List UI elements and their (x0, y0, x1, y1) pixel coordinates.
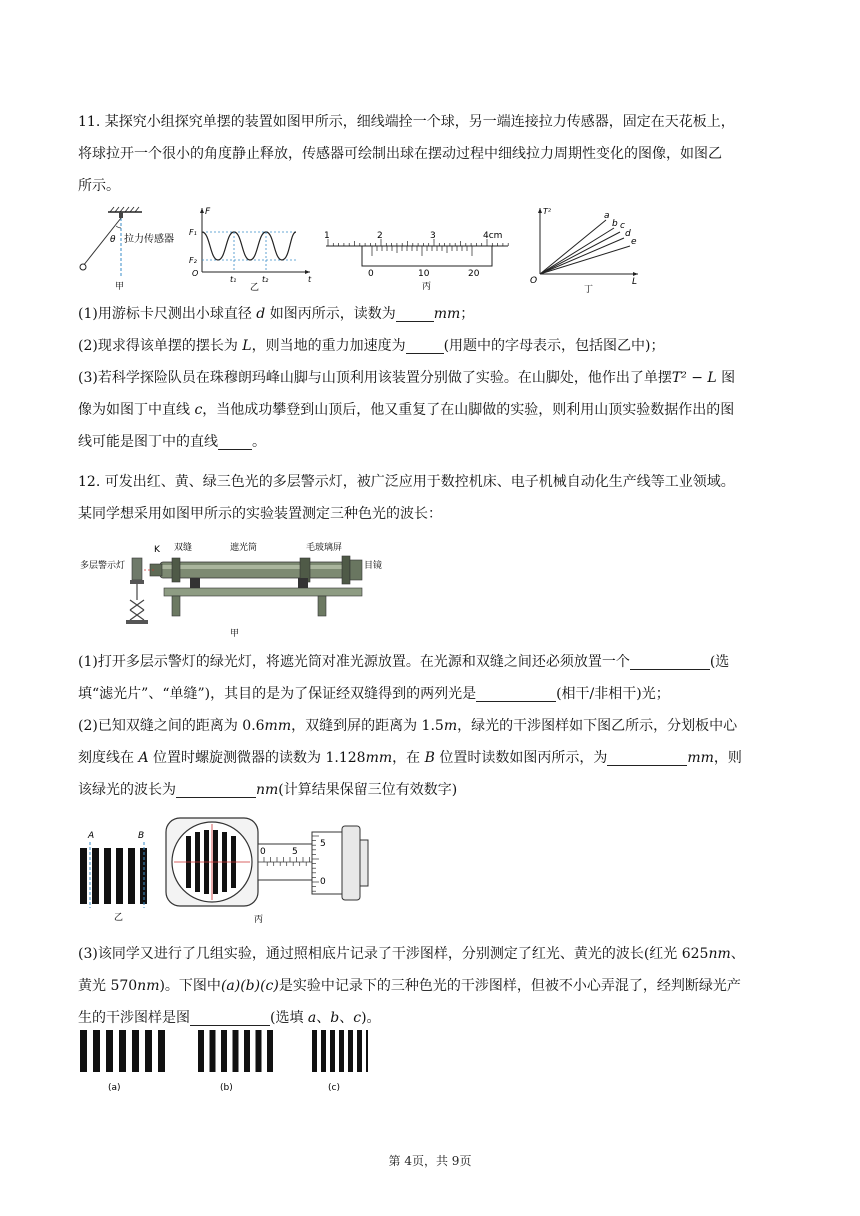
q12-part-1: (1)打开多层示警灯的绿光灯，将遮光筒对准光源放置。在光源和双缝之间还必须放置一个 (选 (78, 646, 790, 678)
answer-blank-gravity[interactable] (406, 335, 444, 354)
main-scale-4cm: 4cm (483, 231, 503, 241)
vernier-20: 20 (468, 269, 480, 279)
figure-jia-caption: 甲 (115, 282, 125, 292)
answer-blank-line[interactable] (218, 431, 252, 450)
pattern-a-label: (a) (108, 1083, 121, 1093)
axis-F-label: F (205, 207, 211, 217)
position-A-label: A (88, 831, 95, 841)
label-light-shield: 遮光筒 (230, 543, 258, 553)
q12-line-1: 可发出红、黄、绿三色光的多层警示灯，被广泛应用于数控机床、电子机械自动化生产线等工业领域。 (104, 474, 735, 490)
angle-label: θ (110, 235, 116, 245)
axis-T2-label: T² (543, 207, 552, 216)
figure-yi-force-graph (188, 204, 318, 292)
q11-part-3-line-2: 像为如图丁中直线 c，当他成功攀登到山顶后，他又重复了在山脚做的实验，则利用山顶实验数据作出的图 (78, 402, 735, 418)
q12-part-1-line-2: 填“滤光片”、“单缝”)，其目的是为了保证经双缝得到的两列光是 (相干/非相干)光； (78, 678, 790, 710)
figure-bing-vernier (322, 226, 518, 292)
page-footer: 第 4页，共 9页 (388, 1154, 472, 1168)
origin-label: O (192, 269, 199, 278)
q11-intro (78, 106, 790, 202)
figure-ding-T2-L-graph (526, 202, 646, 294)
position-B-label: B (138, 831, 145, 841)
figure-jia-pendulum (78, 206, 188, 292)
q11-subquestions (78, 298, 790, 458)
answer-blank-diameter[interactable] (396, 303, 434, 322)
main-scale-1: 1 (324, 231, 330, 241)
answer-blank-wavelength[interactable] (176, 779, 256, 798)
figure-ding-caption: 丁 (584, 285, 594, 294)
answer-blank-pattern[interactable] (190, 1007, 270, 1026)
q12-part-3-line-1: (3)该同学又进行了几组实验，通过照相底片记录了干涉图样，分别测定了红光、黄光的波长(红光 625nm、 (78, 946, 745, 962)
F1-label: F₁ (189, 228, 197, 237)
t2-label: t₂ (262, 275, 269, 284)
line-b-label: b (612, 219, 618, 229)
thimble-5: 5 (320, 839, 326, 849)
line-a-label: a (604, 211, 610, 221)
q12-part-2: (2)已知双缝之间的距离为 0.6mm，双缝到屏的距离为 1.5m，绿光的干涉图样如下图乙所示，分划板中心 (78, 718, 738, 734)
q11-part-3: (3)若科学探险队员在珠穆朗玛峰山脚与山顶利用该装置分别做了实验。在山脚处，他作出了单摆T² − L 图 (78, 370, 736, 386)
q12-part-3-line-3: 生的干涉图样是图 (选填 a、b、c)。 (78, 1002, 790, 1034)
pattern-c-label: (c) (328, 1083, 340, 1093)
q11-part-3-line-3: 线可能是图丁中的直线 。 (78, 426, 790, 458)
t1-label: t₁ (230, 275, 237, 284)
q12-number: 12. (78, 474, 101, 490)
line-c-label: c (620, 221, 625, 231)
sensor-label: 拉力传感器 (124, 234, 174, 245)
sleeve-0: 0 (260, 847, 266, 857)
q11-line-1: 某探究小组探究单摆的装置如图甲所示，细线端拴一个球，另一端连接拉力传感器，固定在天花板上， (104, 114, 735, 130)
figure-yi-caption: 乙 (250, 283, 260, 292)
q12-part-2-line-3: 该绿光的波长为 nm(计算结果保留三位有效数字) (78, 774, 790, 806)
sleeve-5: 5 (292, 847, 298, 857)
figure-yi-caption: 乙 (114, 913, 124, 923)
figure-jia-double-slit-apparatus (80, 540, 390, 640)
q11-line-3: 所示。 (78, 178, 120, 194)
label-K: K (154, 545, 160, 555)
vernier-10: 10 (418, 269, 430, 279)
answer-blank-micrometer[interactable] (607, 747, 687, 766)
q12-line-2: 某同学想采用如图甲所示的实验装置测定三种色光的波长： (78, 506, 442, 522)
q11-line-2: 将球拉开一个很小的角度静止释放，传感器可绘制出球在摆动过程中细线拉力周期性变化的图像，如图乙 (78, 146, 722, 162)
origin-label: O (530, 276, 538, 286)
figure-interference-patterns (78, 1030, 368, 1094)
q12-part-3 (78, 938, 790, 1034)
thimble-0: 0 (320, 877, 326, 887)
label-double-slit: 双缝 (174, 543, 193, 553)
axis-t-label: t (308, 275, 312, 284)
main-scale-2: 2 (377, 231, 383, 241)
line-e-label: e (631, 237, 637, 247)
q11-part-1: (1)用游标卡尺测出小球直径 d 如图丙所示，读数为 mm； (78, 298, 790, 330)
figure-bing-caption: 丙 (422, 282, 432, 292)
figure-jia-caption: 甲 (230, 629, 240, 639)
q11-part-2: (2)现求得该单摆的摆长为 L，则当地的重力加速度为 (用题中的字母表示，包括图乙中)； (78, 330, 790, 362)
q12-intro (78, 466, 790, 530)
label-ground-glass: 毛玻璃屏 (306, 543, 343, 553)
main-scale-3: 3 (430, 231, 436, 241)
figure-bing-micrometer (162, 814, 372, 926)
figure-yi-interference-fringes (78, 828, 158, 924)
q12-parts-1-2 (78, 646, 790, 806)
label-eyepiece: 目镜 (364, 561, 383, 571)
line-d-label: d (625, 229, 631, 239)
F2-label: F₂ (189, 256, 197, 265)
answer-blank-component[interactable] (630, 651, 710, 670)
pattern-b-label: (b) (220, 1083, 233, 1093)
q11-number: 11. (78, 114, 101, 130)
vernier-0: 0 (368, 269, 374, 279)
answer-blank-coherence[interactable] (476, 683, 556, 702)
label-warning-lamp: 多层警示灯 (80, 561, 126, 571)
figure-bing-caption: 丙 (254, 915, 264, 925)
q12-part-3-line-2: 黄光 570nm)。下图中(a)(b)(c)是实验中记录下的三种色光的干涉图样，但被不小心弄混了，经判断绿光产 (78, 978, 741, 994)
q12-part-2-line-2: 刻度线在 A 位置时螺旋测微器的读数为 1.128mm，在 B 位置时读数如图丙所示，为 mm，则 (78, 742, 790, 774)
axis-L-label: L (632, 277, 638, 287)
